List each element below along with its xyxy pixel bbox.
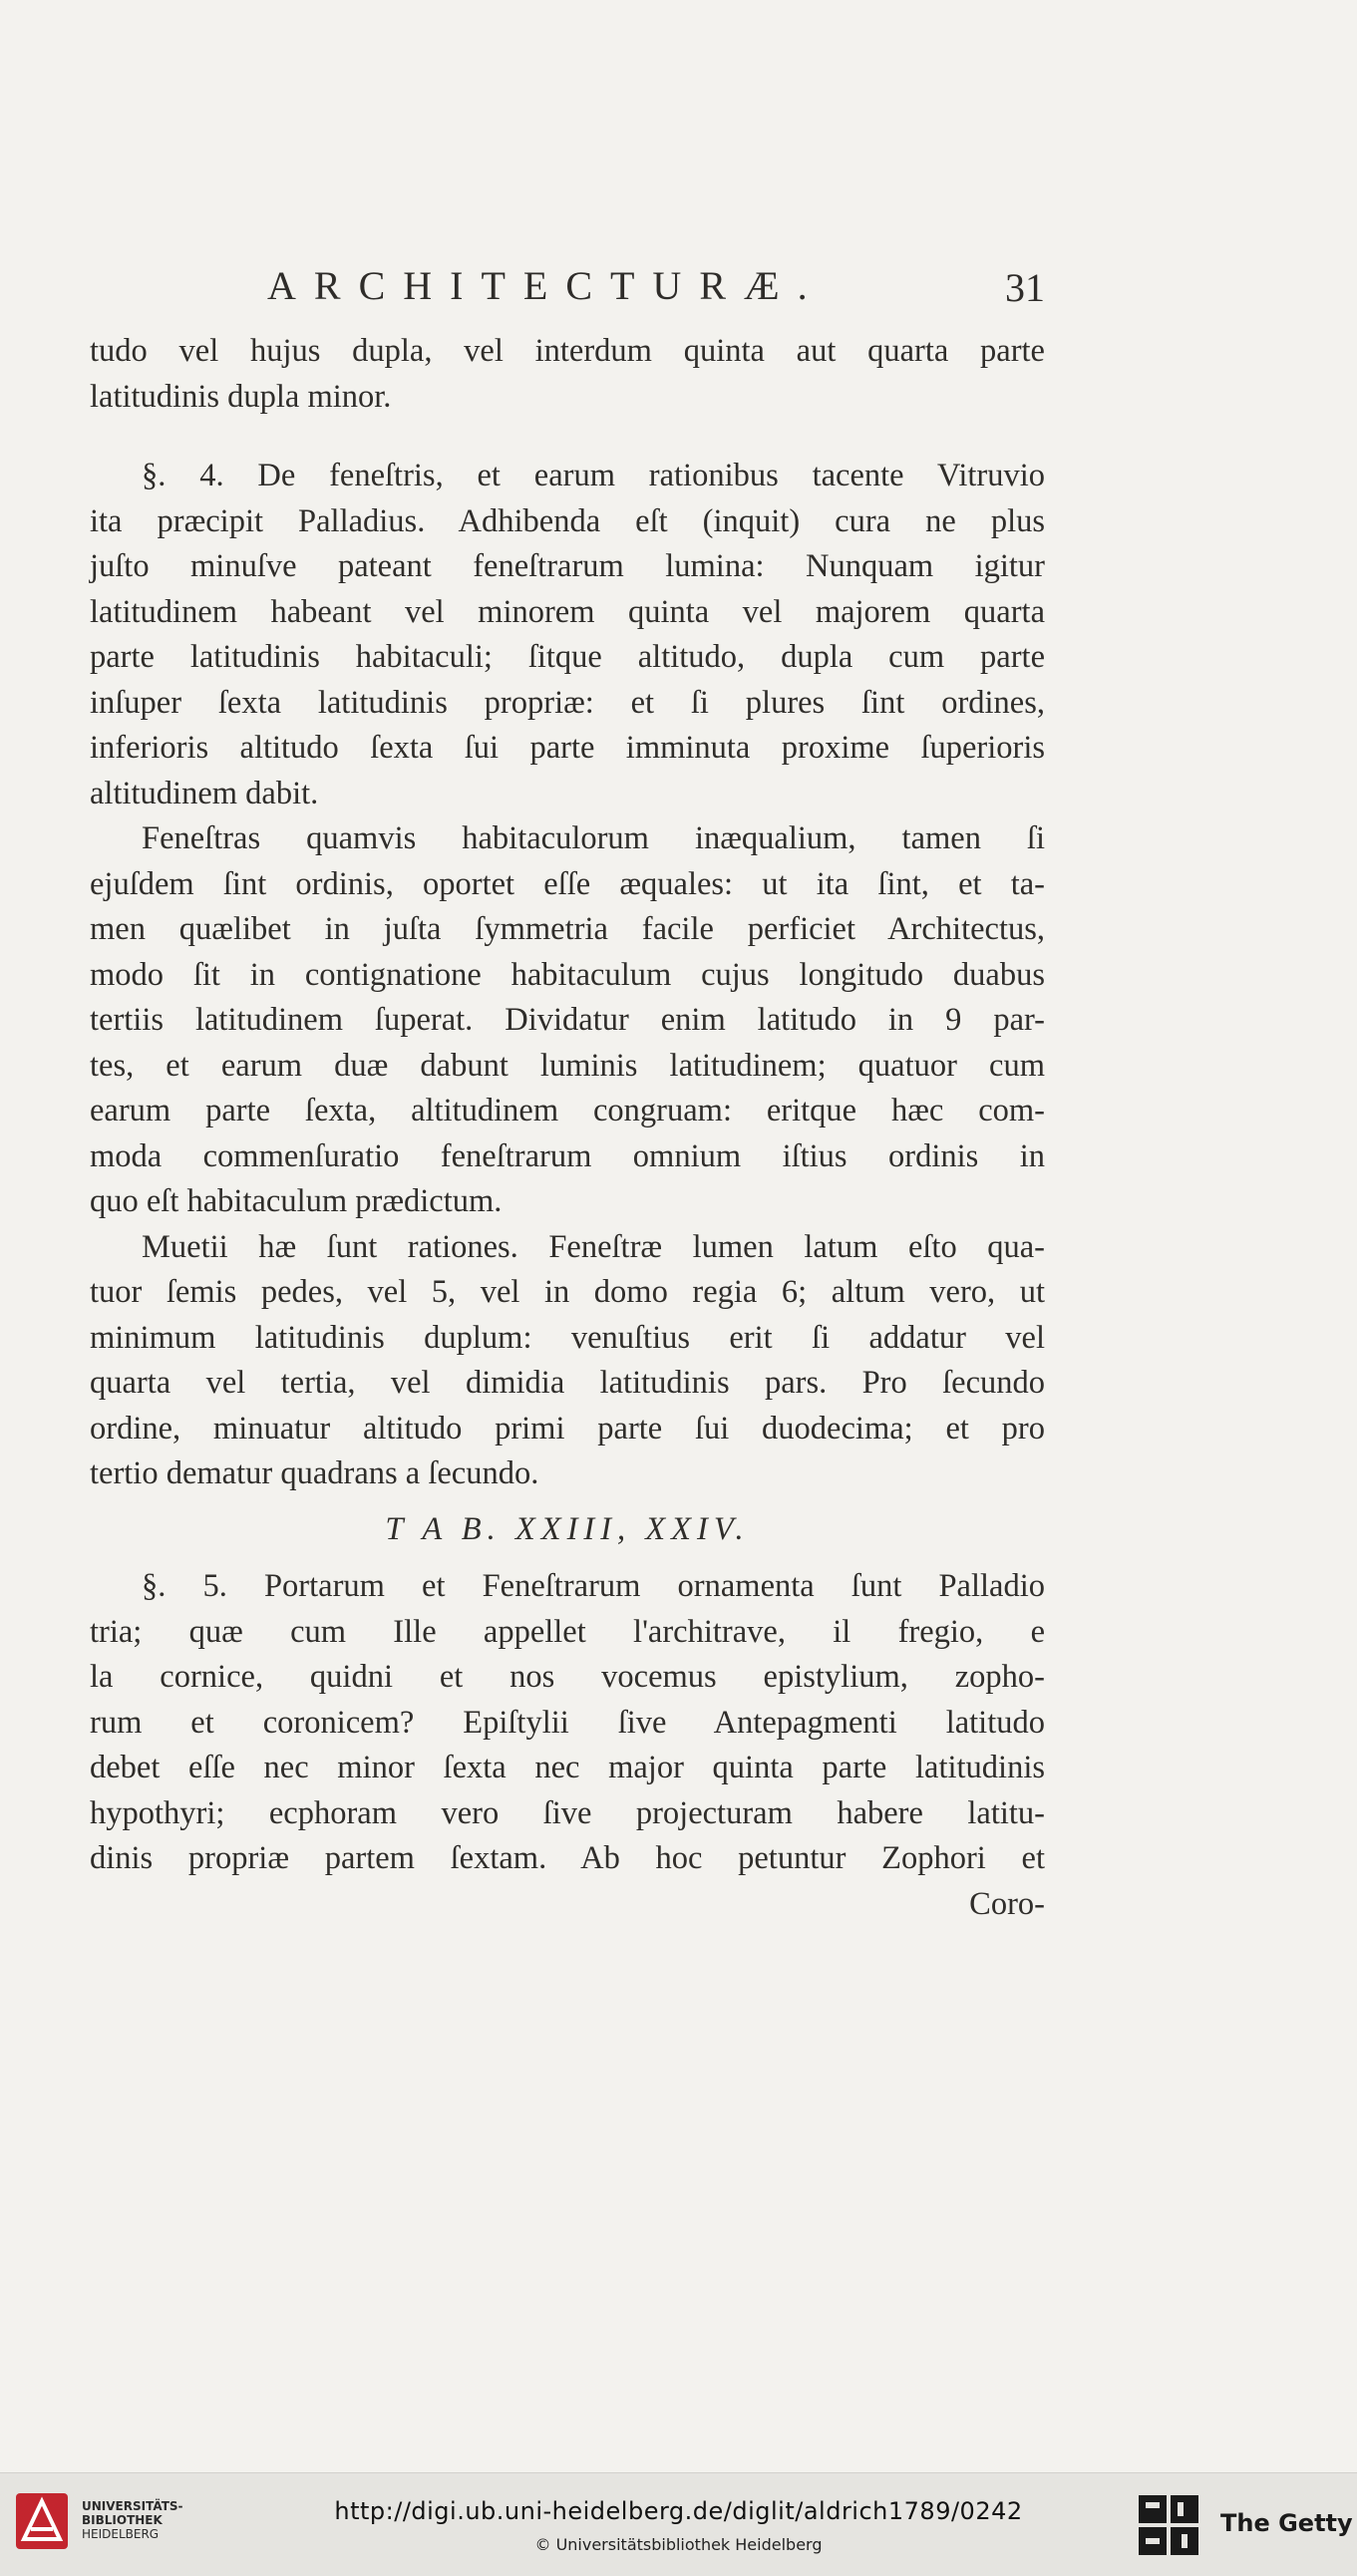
text-line: ita præcipit Palladius. Adhibenda eſt (inquit) cura ne plus (90, 502, 1045, 539)
catchword: Coro- (969, 1885, 1045, 1922)
page-header (90, 262, 1045, 312)
text-line: latitudinem habeant vel minorem quinta vel majorem quarta (90, 593, 1045, 630)
getty-logo-icon[interactable] (1137, 2493, 1200, 2559)
footer-bar (0, 2472, 1357, 2576)
paragraph-gap (90, 420, 1045, 454)
text-line: Muetii hæ ſunt rationes. Feneſtræ lumen latum eſto qua- (142, 1228, 1045, 1265)
text-line: hypothyri; ecphoram vero ſive projecturam habere latitu- (90, 1794, 1045, 1831)
text-line: juſto minuſve pateant feneſtrarum lumina: Nunquam igitur (90, 548, 1045, 584)
body-text (90, 329, 1045, 1927)
text-line: minimum latitudinis duplum: venuſtius erit ſi addatur vel (90, 1319, 1045, 1356)
text-line: men quælibet in juſta ſymmetria facile perficiet Architectus, (90, 911, 1045, 947)
text-line: la cornice, quidni et nos vocemus epistylium, zopho- (90, 1659, 1045, 1695)
university-name-line: UNIVERSITÄTS- (82, 2499, 183, 2513)
text-line: inferioris altitudo ſexta ſui parte imminuta proxime ſuperioris (90, 730, 1045, 766)
text-line: rum et coronicem? Epiſtylii ſive Antepagmenti latitudo (90, 1704, 1045, 1741)
text-line: moda commenſuratio feneſtrarum omnium iſtius ordinis in (90, 1137, 1045, 1174)
text-line: tria; quæ cum Ille appellet l'architrave, il fregio, e (90, 1613, 1045, 1650)
text-line: modo ſit in contignatione habitaculum cujus longitudo duabus (90, 956, 1045, 993)
university-name-line: BIBLIOTHEK (82, 2513, 163, 2527)
running-head: ARCHITECTURÆ. (267, 263, 826, 308)
text-line: tuor ſemis pedes, vel 5, vel in domo regia 6; altum vero, ut (90, 1274, 1045, 1310)
text-line: tes, et earum duæ dabunt luminis latitudinem; quatuor cum (90, 1047, 1045, 1084)
permalink-url[interactable]: http://digi.ub.uni-heidelberg.de/diglit/aldrich1789/0242 (334, 2497, 1023, 2525)
text-line: Feneſtras quamvis habitaculorum inæqualium, tamen ſi (142, 820, 1045, 856)
text-line: ordine, minuatur altitudo primi parte ſui duodecima; et pro (90, 1410, 1045, 1447)
text-line: parte latitudinis habitaculi; ſitque altitudo, dupla cum parte (90, 639, 1045, 675)
partner-name: The Getty (1220, 2509, 1353, 2537)
page-number: 31 (1005, 265, 1045, 310)
text-line: tudo vel hujus dupla, vel interdum quinta aut quarta parte (90, 333, 1045, 369)
plate-reference-heading: T A B. XXIII, XXIV. (385, 1510, 750, 1547)
text-line: inſuper ſexta latitudinis propriæ: et ſi plures ſint ordines, (90, 684, 1045, 721)
university-name-line: HEIDELBERG (82, 2527, 160, 2541)
text-line: debet eſſe nec minor ſexta nec major quinta parte latitudinis (90, 1750, 1045, 1785)
text-line: dinis propriæ partem ſextam. Ab hoc petuntur Zophori et (90, 1840, 1045, 1876)
text-line: §. 5. Portarum et Feneſtrarum ornamenta ſunt Palladio (142, 1568, 1045, 1604)
text-line: quo eſt habitaculum prædictum. (90, 1183, 503, 1219)
text-line: tertio dematur quadrans a ſecundo. (90, 1455, 539, 1491)
text-line: earum parte ſexta, altitudinem congruam: eritque hæc com- (90, 1093, 1045, 1128)
text-line: §. 4. De feneſtris, et earum rationibus tacente Vitruvio (142, 458, 1045, 493)
text-line: altitudinem dabit. (90, 775, 319, 811)
text-line: latitudinis dupla minor. (90, 378, 392, 415)
text-line: quarta vel tertia, vel dimidia latitudinis pars. Pro ſecundo (90, 1365, 1045, 1401)
copyright-text: © Universitätsbibliothek Heidelberg (534, 2535, 823, 2554)
text-line: tertiis latitudinem ſuperat. Dividatur enim latitudo in 9 par- (90, 1002, 1045, 1038)
text-line: ejuſdem ſint ordinis, oportet eſſe æquales: ut ita ſint, et ta- (90, 865, 1045, 902)
